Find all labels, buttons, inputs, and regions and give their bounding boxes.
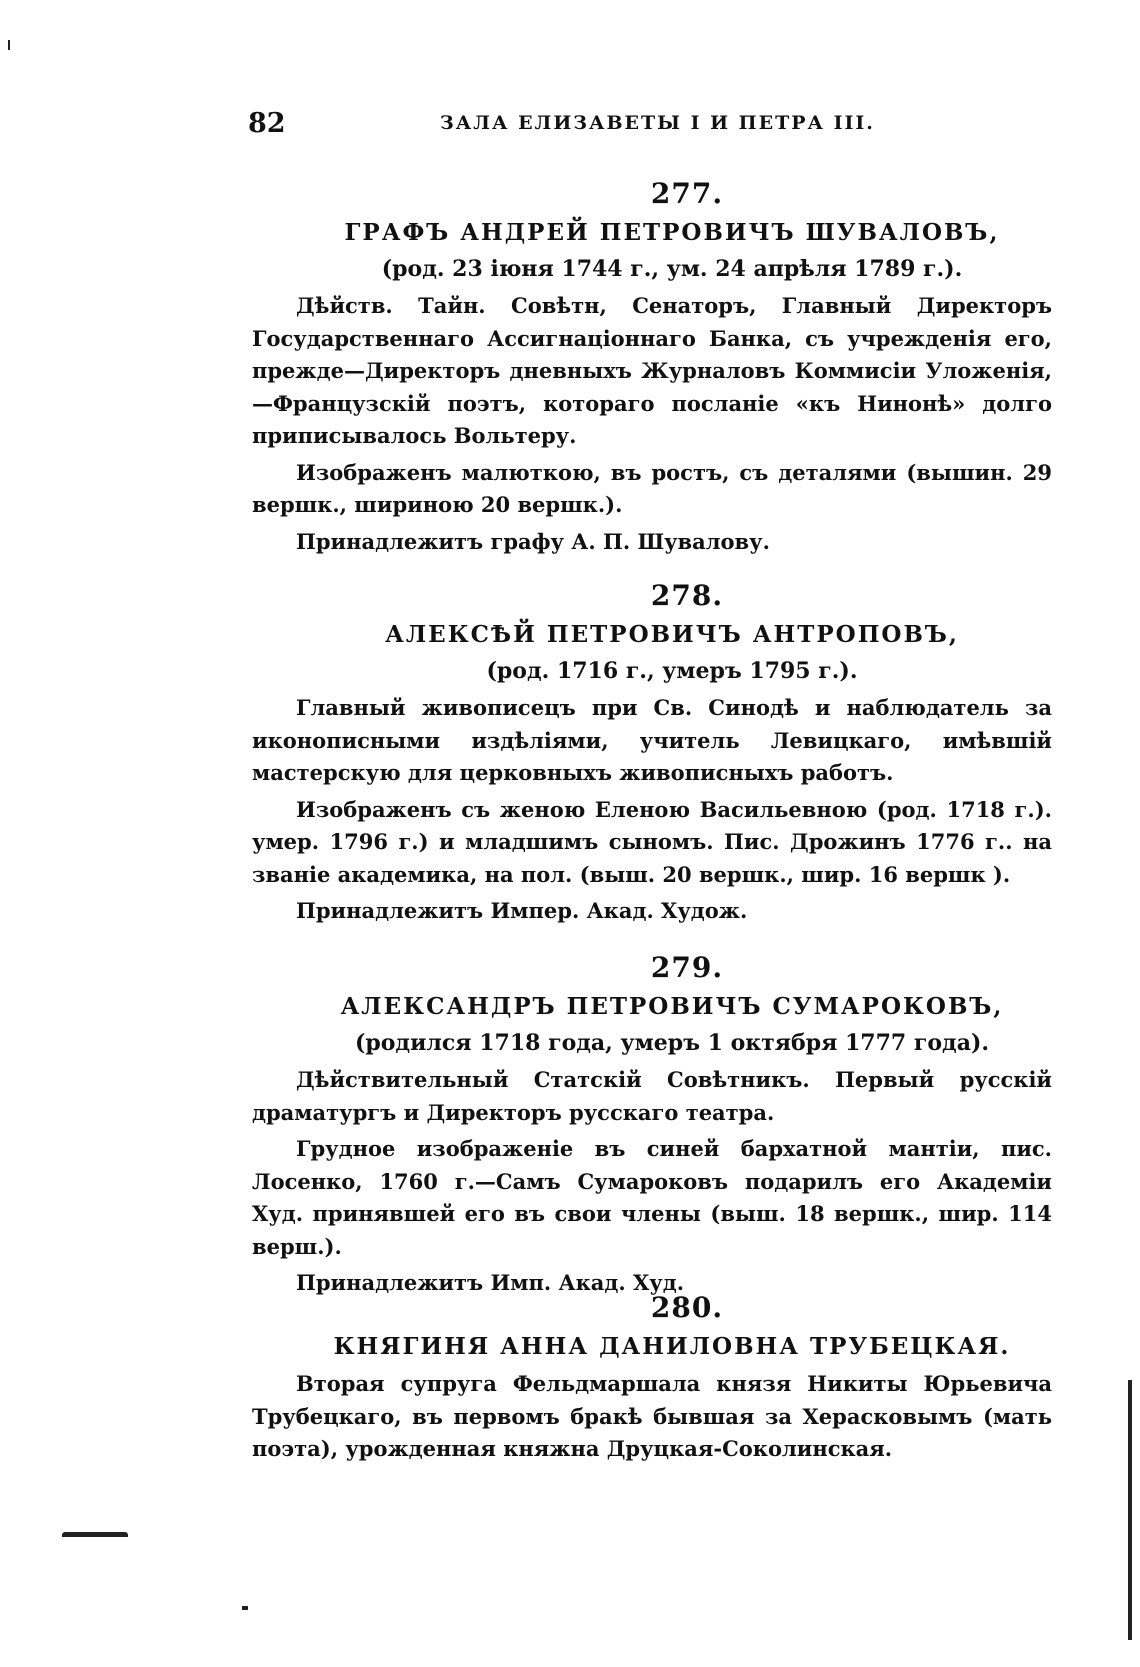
entry-owner: Принадлежитъ Имп. Акад. Худ.	[296, 1270, 685, 1295]
entry-name: АЛЕКСѢЙ ПЕТРОВИЧЪ АНТРОПОВЪ,	[385, 621, 959, 648]
entry-depiction: Грудное изображеніе въ синей бархатной мантіи, пис. Лосенко, 1760 г.—Самъ Сумароковъ подарилъ его Академіи Худ. принявшей его въ свои члены (выш. 18 вершк., шир. 114 верш.).	[252, 1136, 1052, 1259]
entry-owner: Принадлежитъ графу А. П. Шувалову.	[296, 528, 770, 554]
entry-278	[252, 578, 1052, 928]
scan-smudge	[62, 1532, 128, 1537]
entry-owner: Принадлежитъ Импер. Акад. Худож.	[296, 898, 748, 923]
entry-dates: (род. 23 іюня 1744 г., ум. 24 апрѣля 1789 г.).	[381, 256, 963, 282]
running-head	[248, 108, 1048, 140]
entry-number: 278.	[650, 579, 724, 612]
entry-name: КНЯГИНЯ АННА ДАНИЛОВНА ТРУБЕЦКАЯ.	[333, 1333, 1011, 1360]
scan-speck	[8, 40, 10, 50]
entry-277	[252, 176, 1052, 558]
entry-name: АЛЕКСАНДРЪ ПЕТРОВИЧЪ СУМАРОКОВЪ,	[340, 993, 1004, 1020]
entry-description: Дѣйствительный Статскій Совѣтникъ. Первый русскій драматургъ и Директоръ русскаго театра.	[252, 1067, 1052, 1125]
entry-description: Главный живописецъ при Св. Синодѣ и наблюдатель за иконописными издѣліями, учитель Левицкаго, имѣвшій мастерскую для церковныхъ живописныхъ работъ.	[252, 695, 1052, 785]
page-number: 82	[248, 108, 286, 139]
entry-depiction: Изображенъ малюткою, въ ростъ, съ деталями (вышин. 29 вершк., шириною 20 вершк.).	[252, 459, 1052, 517]
running-head-title: ЗАЛА ЕЛИЗАВЕТЫ I И ПЕТРА III.	[440, 112, 875, 134]
entry-name: ГРАФЪ АНДРЕЙ ПЕТРОВИЧЪ ШУВАЛОВЪ,	[344, 219, 1000, 246]
entry-dates: (родился 1718 года, умеръ 1 октября 1777 года).	[354, 1030, 990, 1056]
entry-number: 277.	[650, 177, 724, 210]
entry-description: Дѣйств. Тайн. Совѣтн, Сенаторъ, Главный Директоръ Государственнаго Ассигнаціоннаго Банка, съ учрежденія его, прежде—Директоръ дневныхъ Журналовъ Коммисіи Уложенія,—Французскій поэтъ, котораго посланіе «къ Нинонѣ» долго приписывалось Вольтеру.	[252, 293, 1052, 448]
scan-speck	[242, 1606, 248, 1610]
entry-dates: (род. 1716 г., умеръ 1795 г.).	[486, 658, 858, 684]
scan-edge-mark	[1128, 1380, 1132, 1640]
entry-depiction: Изображенъ съ женою Еленою Васильевною (род. 1718 г.). умер. 1796 г.) и младшимъ сыномъ. Пис. Дрожинъ 1776 г.. на званіе академика, на пол. (выш. 20 вершк., шир. 16 вершк ).	[252, 796, 1052, 887]
entry-number: 279.	[650, 951, 724, 984]
entry-number: 280.	[650, 1291, 724, 1324]
entry-description: Вторая супруга Фельдмаршала князя Никиты Юрьевича Трубецкаго, въ первомъ бракѣ бывшая за Херасковымъ (мать поэта), урожденная княжна Друцкая-Соколинская.	[252, 1371, 1052, 1461]
entry-279	[252, 950, 1052, 1300]
entry-280	[252, 1290, 1052, 1466]
